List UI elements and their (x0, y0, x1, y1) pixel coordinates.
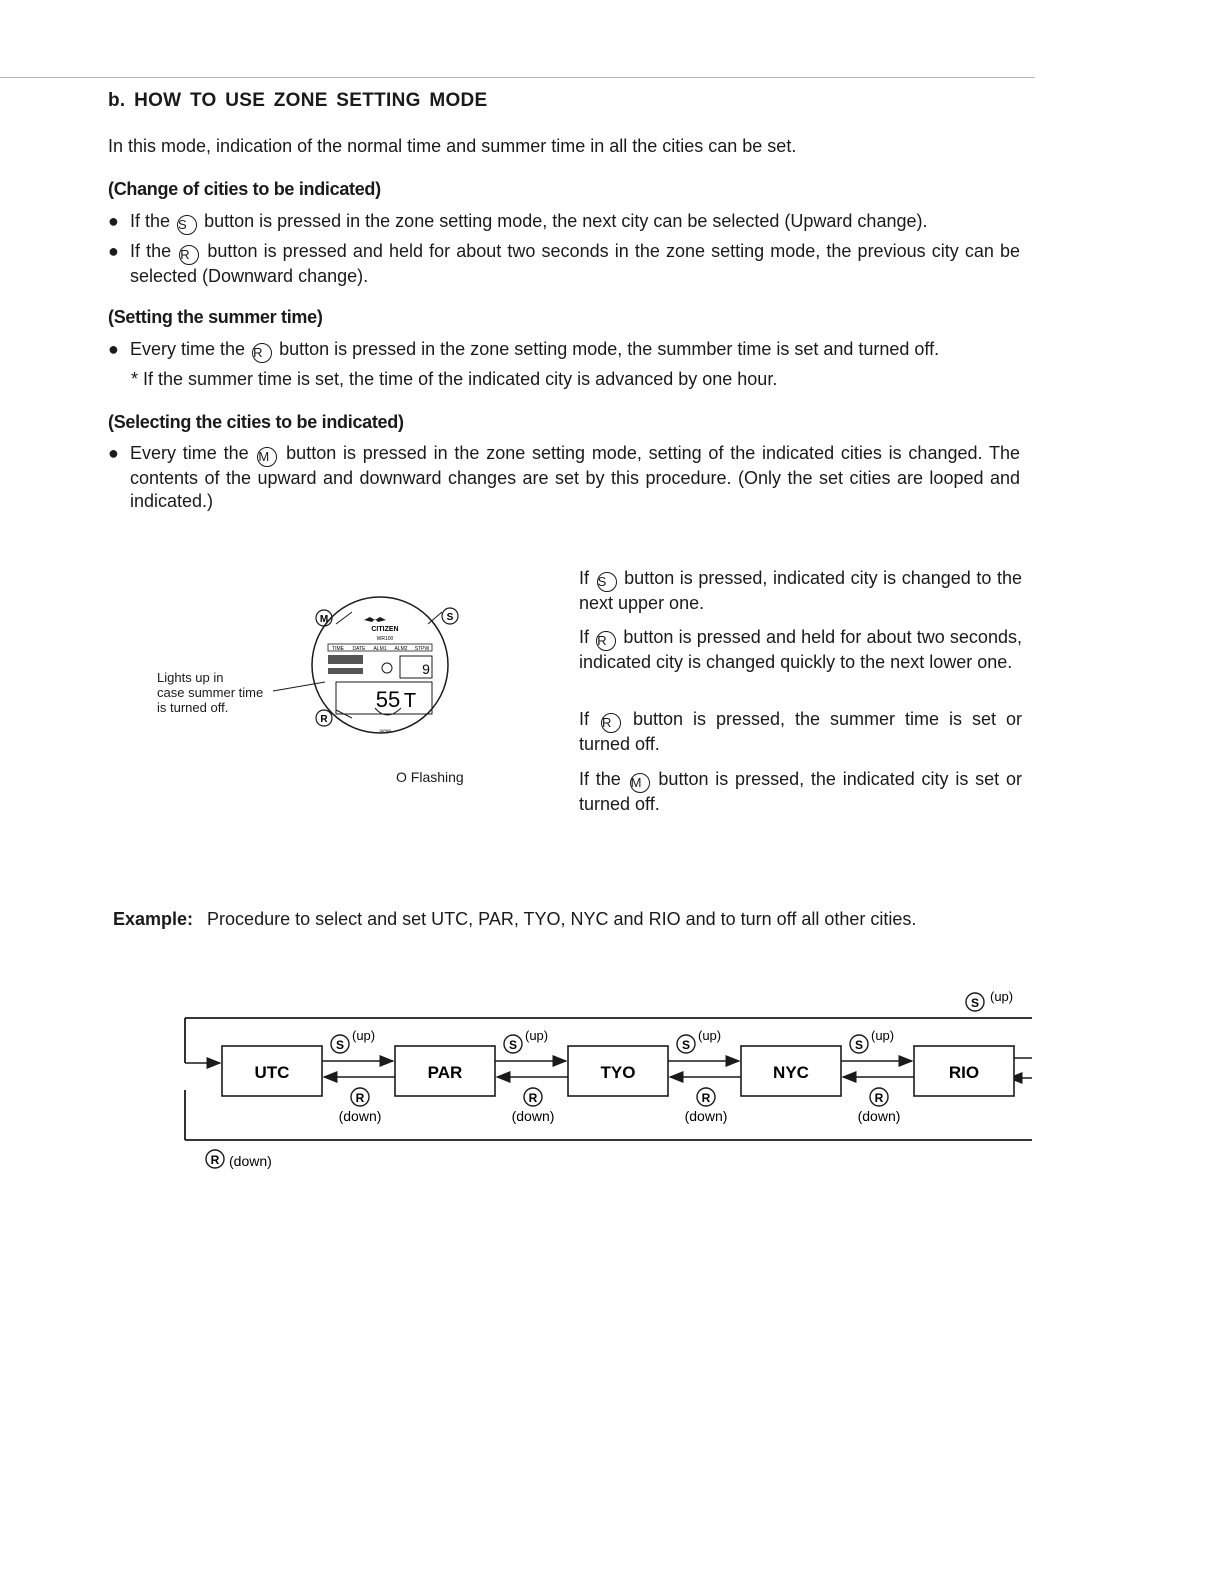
watch-callout: Lights up in case summer time is turned off. (157, 670, 264, 715)
down-button-letter: R (355, 1091, 365, 1105)
up-button-letter: S (335, 1038, 345, 1052)
svg-text:S: S (970, 996, 980, 1010)
up-button-letter: S (508, 1038, 518, 1052)
down-label: (down) (684, 1108, 728, 1124)
city-label: UTC (254, 1063, 290, 1082)
display-digits: 55 (375, 687, 401, 712)
small-digit: 9 (422, 661, 430, 677)
origin-text: JAPAN (378, 728, 392, 733)
city-flow-diagram (0, 980, 1224, 1180)
change-cities-bullet-1: ● If the S button is pressed in the zone setting mode, the next city can be selected (Upward change). (108, 210, 1020, 235)
summer-time-bullet: ● Every time the R button is pressed in the zone setting mode, the summber time is set and turned off. (108, 338, 1020, 363)
r-button-icon: R (179, 245, 199, 265)
brand-text: CITIZEN (371, 626, 399, 633)
up-label: (up) (871, 1028, 895, 1043)
s-button-icon: S (177, 215, 197, 235)
up-label: (up) (698, 1028, 722, 1043)
up-button-letter: S (681, 1038, 691, 1052)
flashing-marker-icon (382, 663, 392, 673)
explain-m-button: If the M button is pressed, the indicated city is set or turned off. (579, 769, 1022, 814)
top-rule (0, 77, 1035, 78)
r-button-icon: R (601, 713, 621, 733)
mode-tab: ALM2 (394, 646, 408, 652)
mode-tab: STPW (414, 646, 430, 652)
down-label: (down) (338, 1108, 382, 1124)
bullet-icon: ● (108, 241, 119, 261)
up-label: (up) (352, 1028, 376, 1043)
m-button-icon: M (630, 773, 650, 793)
flashing-legend: O Flashing (396, 769, 464, 785)
summer-time-indicator (328, 655, 363, 664)
r-button-icon: R (252, 343, 272, 363)
svg-text:M: M (319, 614, 329, 625)
summer-time-note: * If the summer time is set, the time of the indicated city is advanced by one hour. (131, 369, 778, 389)
citizen-logo-icon (364, 617, 386, 622)
intro-paragraph: In this mode, indication of the normal time and summer time in all the cities can be set. (108, 136, 797, 156)
zone-indicator (328, 668, 363, 674)
up-button-letter: S (854, 1038, 864, 1052)
explain-s-button: If S button is pressed, indicated city is changed to the next upper one. (579, 568, 1022, 613)
down-label: (down) (857, 1108, 901, 1124)
mode-tabs (328, 644, 432, 652)
city-label: NYC (773, 1063, 809, 1082)
loop-down-label: (down) (229, 1153, 272, 1169)
example-line (113, 909, 916, 930)
bullet-icon: ● (108, 339, 119, 359)
model-text: WR100 (376, 636, 394, 642)
down-button-letter: R (528, 1091, 538, 1105)
svg-text:R: R (210, 1153, 220, 1167)
bullet-icon: ● (108, 211, 119, 231)
select-cities-bullet: ● Every time the M button is pressed in the zone setting mode, setting of the indicated cities is changed. The contents of the upward and downward changes are set by this procedure. (Only the set cities are looped and indicated.) (108, 443, 1020, 511)
city-label: RIO (948, 1063, 980, 1082)
watch-face-figure (240, 590, 470, 750)
example-label: Example: (113, 909, 194, 929)
select-cities-heading: (Selecting the cities to be indicated) (108, 412, 404, 432)
m-button-icon: M (257, 447, 277, 467)
city-label: TYO (600, 1063, 636, 1082)
bullet-icon: ● (108, 443, 119, 463)
example-text: Procedure to select and set UTC, PAR, TYO, NYC and RIO and to turn off all other cities. (207, 909, 917, 929)
mode-tab: ALM1 (373, 646, 387, 652)
section-title: b. HOW TO USE ZONE SETTING MODE (108, 90, 488, 111)
down-button-letter: R (701, 1091, 711, 1105)
change-cities-bullet-2: ● If the R button is pressed and held for about two seconds in the zone setting mode, the previous city can be selected (Downward change). (108, 241, 1020, 286)
change-cities-heading: (Change of cities to be indicated) (108, 179, 381, 199)
summer-time-heading: (Setting the summer time) (108, 307, 323, 327)
explain-r-button: If R button is pressed, the summer time is set or turned off. (579, 709, 1022, 754)
mode-tab: TIME (332, 646, 344, 652)
mode-tab: DATE (352, 646, 366, 652)
display-letter: T (403, 690, 417, 712)
svg-text:S: S (446, 612, 454, 623)
explain-r-hold: If R button is pressed and held for about two seconds, indicated city is changed quickly to the next lower one. (579, 627, 1022, 672)
r-button-icon: R (596, 631, 616, 651)
city-label: PAR (427, 1063, 463, 1082)
loop-up-label: (up) (990, 989, 1014, 1004)
up-label: (up) (525, 1028, 549, 1043)
down-label: (down) (511, 1108, 555, 1124)
s-button-icon: S (597, 572, 617, 592)
svg-text:R: R (320, 714, 328, 725)
down-button-letter: R (874, 1091, 884, 1105)
